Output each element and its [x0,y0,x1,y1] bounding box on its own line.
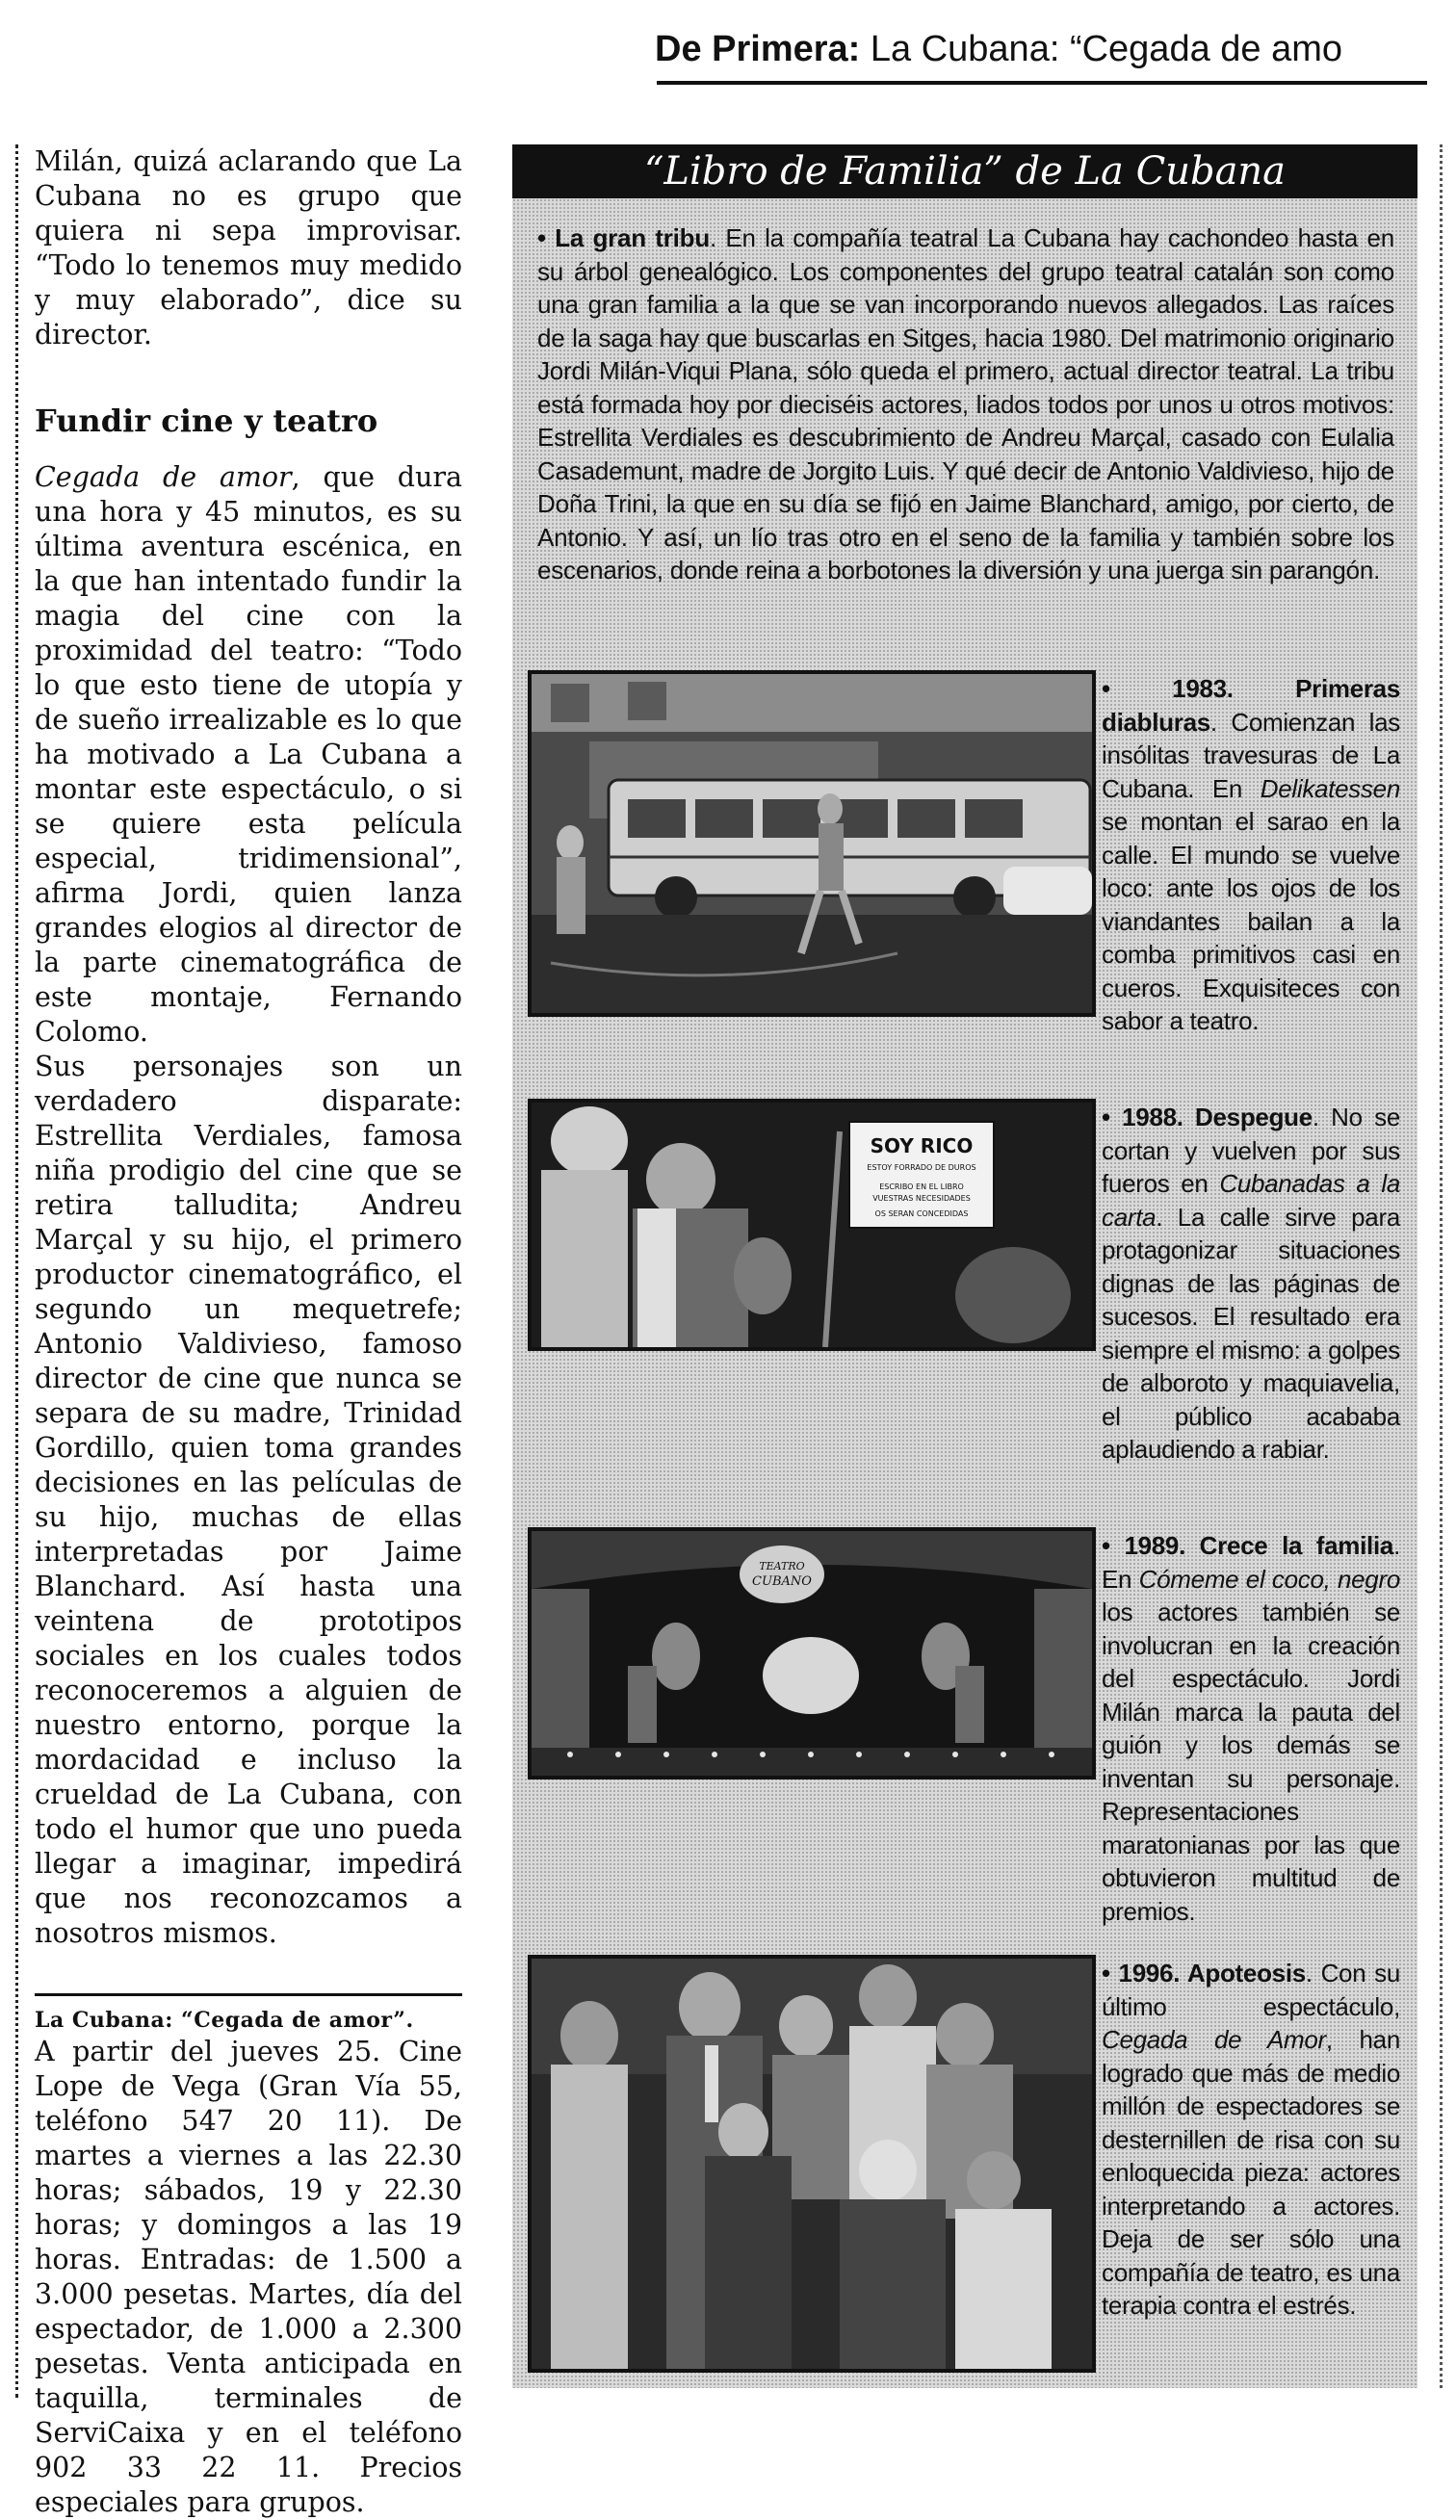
article-paragraph: Milán, quizá aclarando que La Cubana no es grupo que quiera ni sepa improvisar. “Todo lo tenemos muy medido y muy elaborado”, dice su director. [35,145,462,351]
sign-text: OS SERAN CONCEDIDAS [874,1209,969,1218]
article-text: , que dura una hora y 45 minutos, es su última aventura escénica, en la que han intentado fundir la magia del cine con la proximidad del teatro: “Todo lo que esto tiene de utopía y de sueño irrealizable es lo que ha motivado a La Cubana a montar este espectáculo, o si se quiere esta película especial, tridimensional”, afirma Jordi, quien lanza grandes elogios al director de la parte cinematográfica de este montaje, Fernando Colomo. [35,461,462,1048]
caption-italic: Cubanadas a la carta [1102,1169,1400,1232]
caption-1996 [1102,1957,1400,2323]
header-rule [657,81,1427,85]
intro-lead: • La gran tribu [537,223,711,252]
photo-1983 [528,670,1096,1017]
sidebar-title: “Libro de Familia” de La Cubana [512,144,1417,198]
caption-1989 [1102,1529,1400,1928]
info-box-text: A partir del jueves 25. Cine Lope de Vega (Gran Vía 55, teléfono 547 20 11). De martes a viernes a las 22.30 horas; sábados, 19 y 22.30 horas; y domingos a las 19 horas. Entradas: de 1.500 a 3.000 pesetas. Martes, día del espectador, de 1.000 a 2.300 pesetas. Venta anticipada en taquilla, terminales de ServiCaixa y en el teléfono 902 33 22 11. Precios especiales para grupos. [35,2036,462,2518]
section-label: De Primera: [655,29,861,69]
article-subheading: Fundir cine y teatro [35,403,378,439]
article-paragraph [35,460,462,1050]
caption-text: , han logrado que más de medio millón de espectadores se desternillen de risa con su enloquecida pieza: actores interpretando a actores. Deja de ser sólo una compañía de teatro, es una terapia contra el estrés. [1102,2025,1401,2320]
article-column [35,144,462,2520]
show-title: Cegada de amor [35,461,292,493]
right-divider [1440,144,1443,2388]
caption-text: . No se cortan y vuelven por sus fueros en [1102,1103,1400,1198]
info-box [35,1993,462,2520]
caption-lead: • 1988. Despegue [1102,1103,1313,1131]
stage-sign: TEATRO [759,1560,805,1572]
info-box-title: La Cubana: “Cegada de amor”. [35,2008,414,2033]
sign-text: VUESTRAS NECESIDADES [872,1194,971,1203]
intro-text: . En la compañía teatral La Cubana hay cachondeo hasta en su árbol genealógico. Los componentes del grupo teatral catalán son como una gran familia a la que se van incorporando nuevos allegados. Las raíces de la saga hay que buscarlas en Sitges, hacia 1980. Del matrimonio originario Jordi Milán-Viqui Plana, sólo queda el primero, actual director teatral. La tribu está formada hoy por dieciséis actores, liados todos por unos u otros motivos: Estrellita Verdiales es descubrimiento de Andreu Marçal, casado con Eulalia Casademunt, madre de Jorgito Luis. Y qué decir de Antonio Valdivieso, hijo de Doña Trini, la que en su día se fijó en Jaime Blanchard, amigo, por cierto, de Antonio. Y así, un lío tras otro en el seno de la familia y también sobre los escenarios, donde reina a borbotones la diversión y una juerga sin parangón. [537,223,1394,585]
photo-1989 [528,1527,1096,1780]
caption-text: . En [1102,1531,1400,1594]
caption-text: se montan el sarao en la calle. El mundo se vuelve loco: ante los ojos de los viandantes bailan a la comba primitivos casi en cueros. Exquisiteces con sabor a teatro. [1102,807,1400,1035]
column-divider [15,144,18,2398]
caption-italic: Cómeme el coco, negro [1138,1564,1400,1594]
caption-lead: • 1983. Primeras diabluras [1102,674,1400,737]
sign-text: SOY RICO [870,1134,974,1157]
sidebar-box [512,144,1417,2388]
caption-lead: • 1989. Crece la familia [1102,1531,1394,1560]
page-header [655,29,1425,70]
caption-lead: • 1996. Apoteosis [1102,1959,1306,1987]
caption-italic: Cegada de Amor [1102,2025,1326,2054]
photo-1996 [528,1955,1096,2373]
caption-text: . Con su último espectáculo, [1102,1959,1400,2021]
caption-1988 [1102,1101,1400,1467]
caption-text: . Comienzan las insólitas travesuras de La Cubana. En [1102,707,1400,803]
photo-1988 [528,1099,1096,1351]
sign-text: ESTOY FORRADO DE DUROS [867,1163,976,1172]
sign-text: ESCRIBO EN EL LIBRO [879,1182,964,1191]
stage-sign: CUBANO [752,1574,812,1589]
article-paragraph: Sus personajes son un verdadero disparate: Estrellita Verdiales, famosa niña prodigio del cine que se retira talludita; Andreu Marçal y su hijo, el primero productor cinematográfico, el segundo un mequetrefe; Antonio Valdivieso, famoso director de cine que nunca se separa de su madre, Trinidad Gordillo, quien toma grandes decisiones en las películas de su hijo, muchas de ellas interpretadas por Jaime Blanchard. Así hasta una veintena de prototipos sociales en los cuales todos reconoceremos a alguien de nuestro entorno, porque la mordacidad e incluso la crueldad de La Cubana, con todo el humor que uno pueda llegar a imaginar, impedirá que nos reconozcamos a nosotros mismos. [35,1051,462,1949]
caption-italic: Delikatessen [1260,773,1400,803]
caption-text: . La calle sirve para protagonizar situaciones dignas de las páginas de sucesos. El resultado era siempre el mismo: a golpes de alboroto y maquiavelia, el público acababa aplaudiendo a rabiar. [1102,1202,1400,1464]
header-title: La Cubana: “Cegada de amo [870,29,1343,69]
caption-text: los actores también se involucran en la creación del espectáculo. Jordi Milán marca la pauta del guión y los demás se inventan su personaje. Representaciones maratonianas por las que obtuvieron multitud de premios. [1102,1598,1400,1926]
caption-1983 [1102,672,1400,1038]
sidebar-intro [537,221,1394,587]
